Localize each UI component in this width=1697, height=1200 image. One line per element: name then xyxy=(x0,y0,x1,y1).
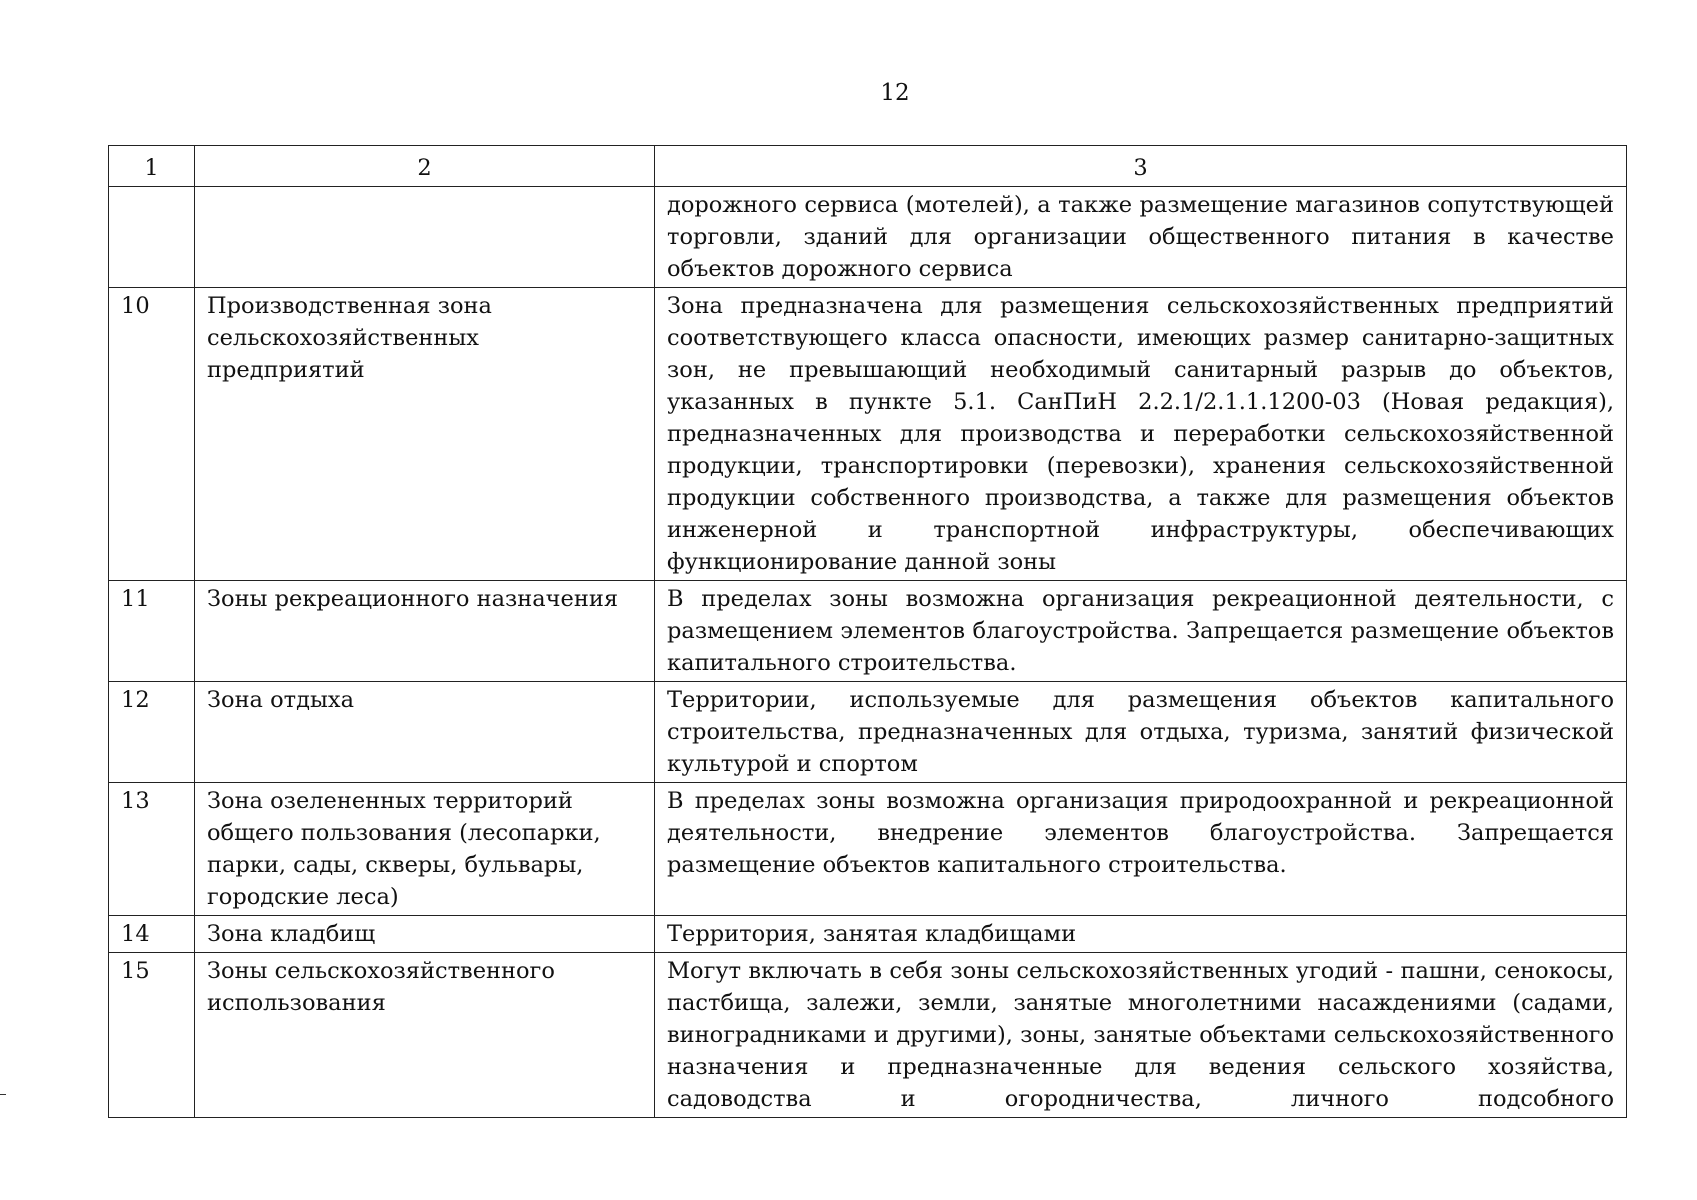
row-number: 13 xyxy=(109,783,195,916)
table-body xyxy=(109,187,1627,1118)
header-col-2: 2 xyxy=(195,146,655,187)
row-number: 11 xyxy=(109,581,195,682)
zone-description: В пределах зоны возможна организация природоохранной и рекреационной деятельности, внедрение элементов благоустройства. Запрещается размещение объектов капитального строительства. xyxy=(655,783,1627,916)
zone-name: Зоны сельскохозяйственного использования xyxy=(195,953,655,1118)
zone-name: Зона озелененных территорий общего пользования (лесопарки, парки, сады, скверы, бульвары, городские леса) xyxy=(195,783,655,916)
zone-name: Зона кладбищ xyxy=(195,916,655,953)
table-row xyxy=(109,783,1627,916)
zone-description: Территории, используемые для размещения объектов капитального строительства, предназначенных для отдыха, туризма, занятий физической культурой и спортом xyxy=(655,682,1627,783)
row-number xyxy=(109,187,195,288)
header-row xyxy=(109,146,1627,187)
row-number: 15 xyxy=(109,953,195,1118)
margin-mark xyxy=(0,1094,6,1095)
zone-name xyxy=(195,187,655,288)
table-row xyxy=(109,187,1627,288)
zone-description: дорожного сервиса (мотелей), а также размещение магазинов сопутствующей торговли, зданий для организации общественного питания в качестве объектов дорожного сервиса xyxy=(655,187,1627,288)
header-col-3: 3 xyxy=(655,146,1627,187)
zone-name: Производственная зона сельскохозяйственных предприятий xyxy=(195,288,655,581)
row-number: 12 xyxy=(109,682,195,783)
row-number: 10 xyxy=(109,288,195,581)
zone-description: Могут включать в себя зоны сельскохозяйственных угодий - пашни, сенокосы, пастбища, залежи, земли, занятые многолетними насаждениями (садами, виноградниками и другими), зоны, занятые объектами сельскохозяйственного назначения и предназначенные для ведения сельского хозяйства, садоводства и огородничества, личного подсобного xyxy=(655,953,1627,1118)
zone-description: Территория, занятая кладбищами xyxy=(655,916,1627,953)
table-row xyxy=(109,581,1627,682)
zone-name: Зоны рекреационного назначения xyxy=(195,581,655,682)
row-number: 14 xyxy=(109,916,195,953)
table-row xyxy=(109,682,1627,783)
table-row xyxy=(109,953,1627,1118)
zones-table xyxy=(108,145,1627,1118)
zone-description: Зона предназначена для размещения сельскохозяйственных предприятий соответствующего класса опасности, имеющих размер санитарно-защитных зон, не превышающий необходимый санитарный разрыв до объектов, указанных в пункте 5.1. СанПиН 2.2.1/2.1.1.1200-03 (Новая редакция), предназначенных для производства и переработки сельскохозяйственной продукции, транспортировки (перевозки), хранения сельскохозяйственной продукции собственного производства, а также для размещения объектов инженерной и транспортной инфраструктуры, обеспечивающих функционирование данной зоны xyxy=(655,288,1627,581)
zone-description: В пределах зоны возможна организация рекреационной деятельности, с размещением элементов благоустройства. Запрещается размещение объектов капитального строительства. xyxy=(655,581,1627,682)
table-header xyxy=(109,146,1627,187)
page-number: 12 xyxy=(880,80,910,106)
table-row xyxy=(109,288,1627,581)
zone-name: Зона отдыха xyxy=(195,682,655,783)
header-col-1: 1 xyxy=(109,146,195,187)
table-row xyxy=(109,916,1627,953)
